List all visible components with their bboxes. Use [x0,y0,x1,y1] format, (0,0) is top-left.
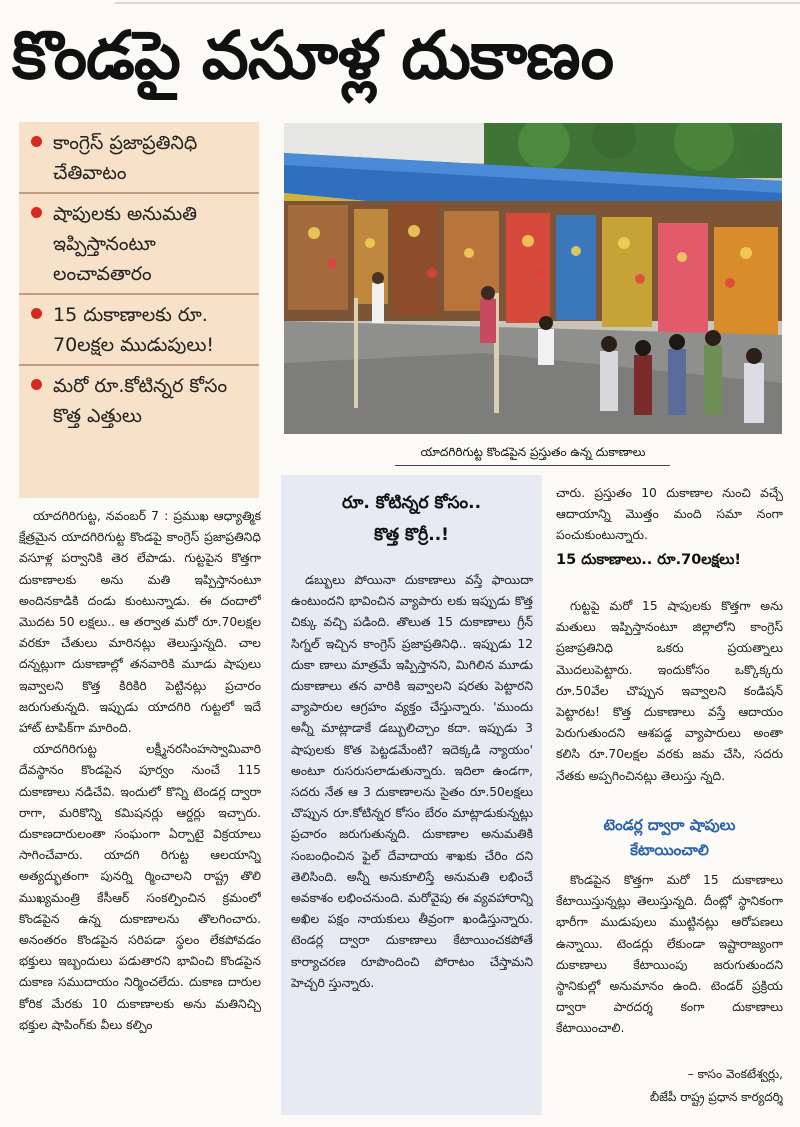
highlight-text: కాంగ్రెస్ ప్రజాప్రతినిధి చేతివాటం [53,132,198,184]
body-paragraph: డబ్బులు పోయినా దుకాణాలు వస్తే ఫాయిదా ఉంటుందని భావించిన వ్యాపారు లకు ఇప్పుడు కొత్త చిక్కు వచ్చి పడింది. తొలుత 15 దుకాణాలు గ్రీన్ సిగ్నల్ ఇచ్చిన కాంగ్రెస్ ప్రజాప్రతినిధి.. ఇప్పుడు 12 దుకా ణాలు మాత్రమే ఇప్పిస్తానని, మిగిలిన మూడు దుకాణాలు తన వారికి ఇవ్వాలని షరతు పెట్టారని వ్యాపారుల ఆగ్రహం వ్యక్తం చేస్తున్నారు. 'ముందు అన్నీ మాట్లాడాకే డబ్బులిచ్చాం కదా. ఇప్పుడు 3 షాపులకు కొత పెట్టడమేంటి? ఇదెక్కడి న్యాయం' అంటూ రుసరుసలాడుతున్నారు. ఇదిలా ఉండగా, సదరు నేత ఆ 3 దుకాణాలను సైతం రూ.50లక్షలు చొప్పున రూ.కోటిన్నర కోసం బేరం మాట్లాడుకున్నట్లు ప్రచారం జరుగుతున్నది. దుకాణాల అనుమతికి సంబంధించిన ఫైల్ దేవాదాయ శాఖకు చేరిం దని తెలిసింది. అన్నీ అనుకూలిస్తే అనుమతి లభించే అవకాశం లభించనుంది. మరోవైపు ఈ వ్యవహారాన్ని అఖిల పక్షం నాయకులు తీవ్రంగా ఖండిస్తున్నారు. టెండర్ల ద్వారా దుకాణాలు కేటాయించకపోతే కార్యాచరణ రూపొందించి పోరాటం చేస్తామని హెచ్చరి స్తున్నారు. [291,573,533,990]
headline: కొండపై వసూళ్ల దుకాణం [12,17,614,94]
blue-heading-line: టెండర్ల ద్వారా షాపులు [603,816,736,834]
bullet-icon [31,136,42,147]
middle-column-heading [281,487,542,551]
bullet-icon [31,207,42,218]
blue-heading-line: కేటాయించాలి [630,841,709,859]
highlight-item [31,199,249,289]
highlight-divider [19,293,259,295]
market-photo [284,123,782,434]
byline-title: బీజేపీ రాష్ట్ర ప్రధాన కార్యదర్శి [649,1090,783,1104]
highlight-text: 15 దుకాణాలకు రూ. 70లక్షల ముడుపులు! [53,304,215,356]
market-photo-illustration [284,123,782,434]
highlight-divider [19,192,259,194]
photo-caption: యాదగిరిగుట్ట కొండపైన ప్రస్తుతం ఉన్న దుకాణాలు [420,445,646,459]
body-paragraph: యాదగిరిగుట్ట, నవంబర్ 7 : ప్రముఖ ఆధ్యాత్మిక క్షేత్రమైన యాదగిరిగుట్ట కొండపై కాంగ్రెస్ ప్రజాప్రతినిధి వసూళ్ల పర్వానికి తెర లేపాడు. గుట్టపైన కొత్తగా దుకాణాలకు అను మతి ఇప్పిస్తానంటూ అందినకాడికి దండు కుంటున్నాడు. ఈ దందాలో మొదట 50 లక్షలు.. ఆ తర్వాత మరో రూ.70లక్షల వరకూ చేతులు మారినట్లు తెలుస్తున్నది. చాల దన్నట్లుగా దుకాణాల్లో తనవారికి మూడు షాపులు ఇవ్వాలని కొత్త కిరికిరి పెట్టినట్లు ప్రచారం జరుగుతున్నది. ఇప్పుడు యాదగిరి గుట్టలో ఇదే హాట్ టాపిక్‌గా మారింది. [19,509,261,736]
highlight-item [31,128,249,188]
left-column [19,506,261,1118]
highlight-item [31,300,249,360]
right-subheading: 15 దుకాణాలు.. రూ.70లక్షలు! [556,552,742,568]
highlights-box [19,122,259,498]
right-column-body [556,596,783,808]
bullet-icon [31,308,42,319]
byline-name: – కాసం వెంకటేశ్వర్లు, [687,1067,783,1081]
body-paragraph: కొండపైన కొత్తగా మరో 15 దుకాణాలు కేటాయిస్తున్నట్లు తెలుస్తున్నది. దీంట్లో స్థానికంగా భారీగా ముడుపులు ముట్టినట్లు ఆరోపణలు ఉన్నాయి. టెండర్లు లేకుండా ఇష్టారాజ్యంగా దుకాణాలు కేటాయింపు జరుగుతుందని స్థానికుల్లో అనుమానం ఉంది. టెండర్ ప్రక్రియ ద్వారా పారదర్శ కంగా దుకాణాలు కేటాయించాలి. [556,873,783,1036]
blue-subheading [556,813,783,863]
byline [556,1063,783,1109]
highlight-text: షాపులకు అనుమతి ఇప్పిస్తానంటూ లంచావతారం [53,203,198,285]
body-paragraph: చారు. ప్రస్తుతం 10 దుకాణాల నుంచి వచ్చే ఆదాయాన్ని మొత్తం మంది సమా నంగా పంచుకుంటున్నారు. [556,486,783,543]
middle-heading-line: కొత్త కొర్రీ..! [374,525,449,545]
right-column-body-2 [556,870,783,1060]
highlight-divider [19,364,259,366]
bullet-icon [31,379,42,390]
middle-column [291,570,533,1115]
highlight-text: మరో రూ.కోటిన్నర కోసం కొత్త ఎత్తులు [53,375,228,427]
body-paragraph: గుట్టపై మరో 15 షాపులకు కొత్తగా అను మతులు ఇప్పిస్తానంటూ జిల్లాలోని కాంగ్రెస్ ప్రజాప్రతినిధి ఒకరు ప్రయత్నాలు మొదలుపెట్టారు. ఇందుకోసం ఒక్కొక్కరు రూ.50వేల చొప్పున ఇవ్వాలని కండిషన్ పెట్టారట! కొత్త దుకాణాలు వస్తే ఆదాయం పెరుగుతుందని ఆశపడ్డ వ్యాపారులు అంతా కలిసి రూ.70లక్షల వరకు జమ చేసి, సదరు నేతకు అప్పగించినట్లు తెలుస్తు న్నది. [556,599,783,783]
right-column-intro [556,483,783,545]
highlight-item [31,371,249,431]
body-paragraph: యాదగిరిగుట్ట లక్ష్మీనరసింహస్వామివారి దేవస్థానం కొండపైన పూర్వం నుంచే 115 దుకాణాలు నడిచేవి. ఇందులో కొన్ని టెండర్ల ద్వారా రాగా, మరికొన్ని కమిషనర్లు ఆర్డర్లు ఇచ్చారు. దుకాణదారులంతా సంఘంగా ఏర్పాటై విక్రయాలు సాగించేవారు. యాదగి రిగుట్ట ఆలయాన్ని అత్యద్భుతంగా పునర్ని ర్మించాలని రాష్ట్ర తొలి ముఖ్యమంత్రి కేసీఆర్ సంకల్పించిన క్రమంలో కొండపైన ఉన్న దుకాణాలను తొలగించారు. అనంతరం కొండపైన సరిపడా స్థలం లేకపోవడం భక్తులు ఇబ్బందులు పడుతారని భావించి కొండపైన దుకాణ సముదాయం నిర్మించలేదు. దుకాణ దారుల కోరిక మేరకు 10 దుకాణాలకు అను మతినిచ్చి భక్తుల షాపింగ్‌కు వీలు కల్పిం [19,742,261,1032]
caption-underline [395,465,670,466]
middle-heading-line: రూ. కోటిన్నర కోసం.. [341,493,482,513]
top-rule [115,2,800,4]
